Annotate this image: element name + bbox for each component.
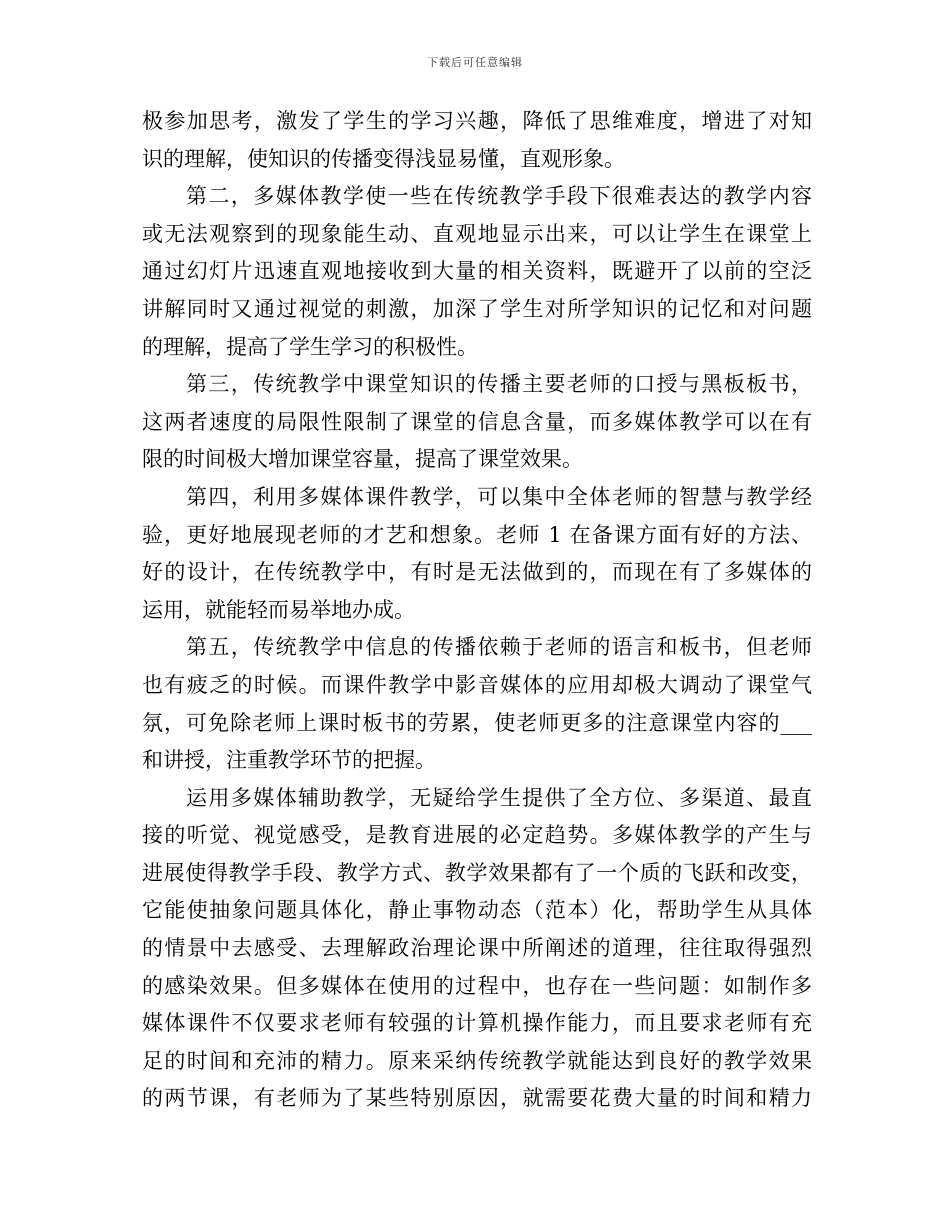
text-line: 验，更好地展现老师的才艺和想象。老师 1 在备课方面有好的方法、	[142, 522, 812, 547]
text-line: 这两者速度的局限性限制了课堂的信息含量，而多媒体教学可以在有	[142, 409, 812, 434]
page-header: 下载后可任意编辑	[427, 56, 523, 69]
text-line: 的两节课，有老师为了某些特别原因，就需要花费大量的时间和精力	[142, 1086, 812, 1111]
text-line: 第五，传统教学中信息的传播依赖于老师的语言和板书，但老师	[186, 635, 812, 660]
text-line: 运用多媒体辅助教学，无疑给学生提供了全方位、多渠道、最直	[186, 785, 812, 810]
text-line: 识的理解，使知识的传播变得浅显易懂，直观形象。	[142, 146, 625, 171]
text-line: 的感染效果。但多媒体在使用的过程中，也存在一些问题：如制作多	[142, 973, 812, 998]
text-line: 运用，就能轻而易举地办成。	[142, 597, 415, 622]
text-line: 讲解同时又通过视觉的刺激，加深了学生对所学知识的记忆和对问题	[142, 296, 812, 321]
text-line: 极参加思考，激发了学生的学习兴趣，降低了思维难度，增进了对知	[142, 109, 812, 133]
text-line: 第四，利用多媒体课件教学，可以集中全体老师的智慧与教学经	[186, 484, 812, 509]
text-line: 通过幻灯片迅速直观地接收到大量的相关资料，既避开了以前的空泛	[142, 259, 812, 284]
text-line: 第二，多媒体教学使一些在传统教学手段下很难表达的教学内容	[186, 184, 812, 209]
text-line: 进展使得教学手段、教学方式、教学效果都有了一个质的飞跃和改变，	[142, 860, 812, 885]
text-line: 也有疲乏的时候。而课件教学中影音媒体的应用却极大调动了课堂气	[142, 672, 812, 697]
document-body	[142, 103, 812, 1118]
text-line: 足的时间和充沛的精力。原来采纳传统教学就能达到良好的教学效果	[142, 1048, 812, 1073]
text-line: 的理解，提高了学生学习的积极性。	[142, 334, 478, 359]
text-line: 的情景中去感受、去理解政治理论课中所阐述的道理，往往取得强烈	[142, 936, 812, 961]
text-line: 接的听觉、视觉感受，是教育进展的必定趋势。多媒体教学的产生与	[142, 823, 812, 848]
text-line: 和讲授，注重教学环节的把握。	[142, 748, 436, 773]
text-line: 好的设计，在传统教学中，有时是无法做到的，而现在有了多媒体的	[142, 560, 812, 585]
text-line: 氛，可免除老师上课时板书的劳累，使老师更多的注意课堂内容的___	[142, 710, 812, 735]
text-line: 第三，传统教学中课堂知识的传播主要老师的口授与黑板板书，	[186, 372, 812, 397]
text-line: 限的时间极大增加课堂容量，提高了课堂效果。	[142, 447, 583, 472]
text-line: 或无法观察到的现象能生动、直观地显示出来，可以让学生在课堂上	[142, 221, 812, 246]
text-line: 媒体课件不仅要求老师有较强的计算机操作能力，而且要求老师有充	[142, 1011, 812, 1036]
text-line: 它能使抽象问题具体化，静止事物动态（范本）化，帮助学生从具体	[142, 898, 812, 923]
